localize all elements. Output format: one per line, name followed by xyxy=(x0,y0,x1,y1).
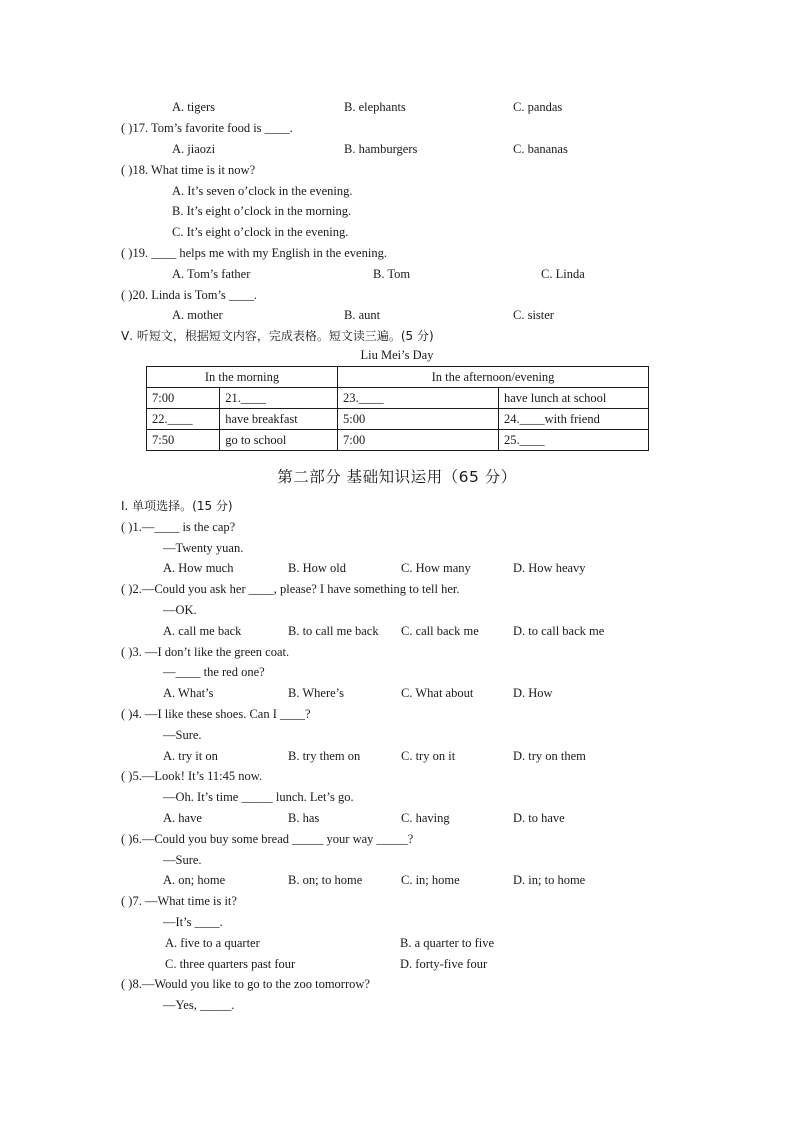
answer-blank: ( ) xyxy=(121,520,133,534)
question-17 xyxy=(121,120,293,136)
part-2-title: 第二部分 基础知识运用（65 分） xyxy=(277,468,517,486)
answer-blank: ( ) xyxy=(121,163,133,177)
q7-option-a: A. five to a quarter xyxy=(165,936,260,950)
answer-blank: ( ) xyxy=(121,645,133,659)
question-text: 2.—Could you ask her ____, please? I have something to tell her. xyxy=(132,582,460,596)
answer-blank: ( ) xyxy=(121,582,133,596)
question-20 xyxy=(121,287,257,303)
q16-option-b: B. elephants xyxy=(344,100,406,114)
answer-blank: ( ) xyxy=(121,769,133,783)
q2-option-d: D. to call back me xyxy=(513,624,605,638)
q4-option-c: C. try on it xyxy=(401,749,456,763)
question-text: 17. Tom’s favorite food is ____. xyxy=(132,121,293,135)
table-row xyxy=(147,388,649,409)
q8-reply: —Yes, _____. xyxy=(163,998,235,1012)
q2-option-c: C. call back me xyxy=(401,624,479,638)
q19-option-c: C. Linda xyxy=(541,267,585,281)
q18-option-b: B. It’s eight o’clock in the morning. xyxy=(172,204,352,218)
table-row xyxy=(147,409,649,430)
q5-option-a: A. have xyxy=(163,811,202,825)
section-1-heading: Ⅰ. 单项选择。(15 分) xyxy=(121,499,233,513)
q4-option-a: A. try it on xyxy=(163,749,218,763)
q4-reply: —Sure. xyxy=(163,728,202,742)
q7-option-b: B. a quarter to five xyxy=(400,936,495,950)
answer-blank: ( ) xyxy=(121,707,133,721)
question-text: 19. ____ helps me with my English in the evening. xyxy=(132,246,387,260)
table-cell: 7:50 xyxy=(147,430,220,451)
q19-option-b: B. Tom xyxy=(373,267,411,281)
q18-option-a: A. It’s seven o’clock in the evening. xyxy=(172,184,353,198)
table-cell: 21.____ xyxy=(220,388,338,409)
q2-reply: —OK. xyxy=(163,603,197,617)
header-afternoon: In the afternoon/evening xyxy=(338,367,649,388)
q5-option-c: C. having xyxy=(401,811,450,825)
table-cell: 24.____with friend xyxy=(499,409,649,430)
section-5-heading: Ⅴ. 听短文，根据短文内容，完成表格。短文读三遍。(5 分) xyxy=(121,329,434,343)
q20-option-a: A. mother xyxy=(172,308,223,322)
table-cell: 5:00 xyxy=(338,409,499,430)
question-text: 8.—Would you like to go to the zoo tomorrow? xyxy=(132,977,370,991)
question-4 xyxy=(121,706,311,722)
table-cell: 7:00 xyxy=(147,388,220,409)
answer-blank: ( ) xyxy=(121,832,133,846)
table-row xyxy=(147,430,649,451)
q6-option-d: D. in; to home xyxy=(513,873,586,887)
q20-option-c: C. sister xyxy=(513,308,554,322)
table-cell: go to school xyxy=(220,430,338,451)
q2-option-a: A. call me back xyxy=(163,624,242,638)
question-1 xyxy=(121,519,235,535)
question-8 xyxy=(121,976,370,992)
q1-reply: —Twenty yuan. xyxy=(163,541,244,555)
answer-blank: ( ) xyxy=(121,121,133,135)
q17-option-c: C. bananas xyxy=(513,142,568,156)
q1-option-d: D. How heavy xyxy=(513,561,586,575)
q18-option-c: C. It’s eight o’clock in the evening. xyxy=(172,225,349,239)
q6-option-c: C. in; home xyxy=(401,873,460,887)
q1-option-a: A. How much xyxy=(163,561,234,575)
q1-option-c: C. How many xyxy=(401,561,471,575)
q19-option-a: A. Tom’s father xyxy=(172,267,251,281)
q6-option-b: B. on; to home xyxy=(288,873,363,887)
q3-option-d: D. How xyxy=(513,686,553,700)
liu-mei-day-table xyxy=(146,366,649,451)
q20-option-b: B. aunt xyxy=(344,308,381,322)
answer-blank: ( ) xyxy=(121,894,133,908)
question-text: 20. Linda is Tom’s ____. xyxy=(132,288,258,302)
q3-option-c: C. What about xyxy=(401,686,474,700)
question-3 xyxy=(121,644,289,660)
q6-option-a: A. on; home xyxy=(163,873,226,887)
q5-reply: —Oh. It’s time _____ lunch. Let’s go. xyxy=(163,790,354,804)
table-cell: have lunch at school xyxy=(499,388,649,409)
q3-option-b: B. Where’s xyxy=(288,686,345,700)
q6-reply: —Sure. xyxy=(163,853,202,867)
answer-blank: ( ) xyxy=(121,977,133,991)
question-19 xyxy=(121,245,387,261)
question-5 xyxy=(121,768,262,784)
q1-option-b: B. How old xyxy=(288,561,346,575)
question-7 xyxy=(121,893,237,909)
question-6 xyxy=(121,831,413,847)
question-text: 7. —What time is it? xyxy=(132,894,237,908)
answer-blank: ( ) xyxy=(121,288,133,302)
table-cell: 23.____ xyxy=(338,388,499,409)
question-text: 6.—Could you buy some bread _____ your way _____? xyxy=(132,832,414,846)
q7-option-d: D. forty-five four xyxy=(400,957,488,971)
question-text: 4. —I like these shoes. Can I ____? xyxy=(132,707,311,721)
q5-option-b: B. has xyxy=(288,811,320,825)
q5-option-d: D. to have xyxy=(513,811,565,825)
q16-option-a: A. tigers xyxy=(172,100,216,114)
table-cell: 25.____ xyxy=(499,430,649,451)
q3-option-a: A. What’s xyxy=(163,686,214,700)
question-2 xyxy=(121,581,459,597)
question-18 xyxy=(121,162,255,178)
q7-option-c: C. three quarters past four xyxy=(165,957,296,971)
question-text: 1.—____ is the cap? xyxy=(132,520,236,534)
table-cell: 22.____ xyxy=(147,409,220,430)
table-cell: have breakfast xyxy=(220,409,338,430)
q17-option-b: B. hamburgers xyxy=(344,142,418,156)
question-text: 3. —I don’t like the green coat. xyxy=(132,645,290,659)
q3-reply: —____ the red one? xyxy=(163,665,265,679)
answer-blank: ( ) xyxy=(121,246,133,260)
question-text: 18. What time is it now? xyxy=(132,163,256,177)
q4-option-b: B. try them on xyxy=(288,749,361,763)
q4-option-d: D. try on them xyxy=(513,749,586,763)
q7-reply: —It’s ____. xyxy=(163,915,223,929)
q2-option-b: B. to call me back xyxy=(288,624,379,638)
question-text: 5.—Look! It’s 11:45 now. xyxy=(132,769,263,783)
header-morning: In the morning xyxy=(147,367,338,388)
table-header-row xyxy=(147,367,649,388)
q16-option-c: C. pandas xyxy=(513,100,563,114)
q17-option-a: A. jiaozi xyxy=(172,142,216,156)
table-caption: Liu Mei’s Day xyxy=(360,348,434,362)
table-cell: 7:00 xyxy=(338,430,499,451)
